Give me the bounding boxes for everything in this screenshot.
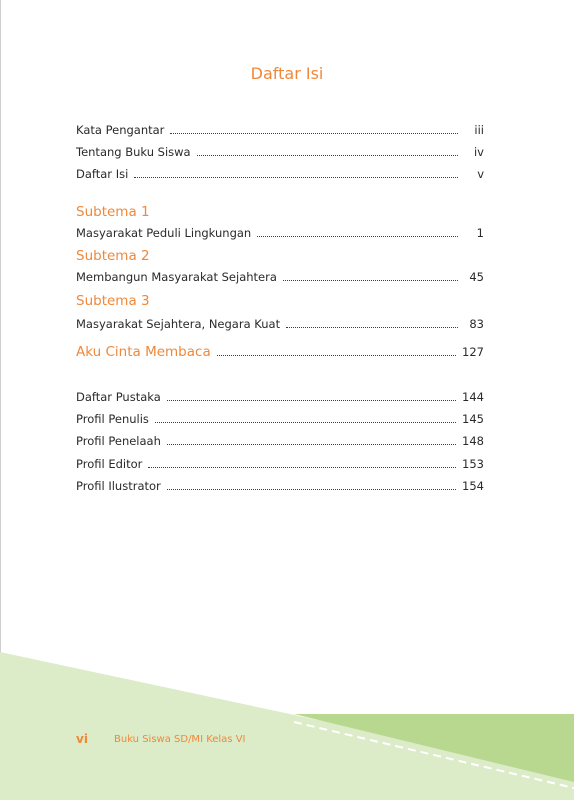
toc-entry-profil-ilustrator[interactable] xyxy=(76,473,484,493)
toc-entry-page: 1 xyxy=(476,226,484,240)
toc-entry-label: Daftar Pustaka xyxy=(76,390,161,404)
footer-page-number: vi xyxy=(76,732,88,746)
dot-leader xyxy=(155,421,456,423)
dot-leader xyxy=(283,279,458,281)
toc-entry-page: 144 xyxy=(462,390,484,404)
dot-leader xyxy=(148,466,456,468)
toc-entry-page: 145 xyxy=(462,412,484,426)
dot-leader xyxy=(170,132,458,134)
subtheme-heading-1: Subtema 1 xyxy=(76,204,150,220)
dot-leader xyxy=(167,399,456,401)
toc-entry-label: Daftar Isi xyxy=(76,167,129,181)
toc-entry-tentang-buku-siswa[interactable] xyxy=(76,139,484,159)
toc-entry-profil-penelaah[interactable] xyxy=(76,428,484,448)
toc-entry-subtheme-3[interactable] xyxy=(76,311,484,331)
subtheme-heading-2: Subtema 2 xyxy=(76,248,150,264)
toc-entry-label: Profil Penulis xyxy=(76,412,149,426)
page-title: Daftar Isi xyxy=(250,64,324,83)
toc-entry-subtheme-1[interactable] xyxy=(76,220,484,240)
toc-entry-label: Tentang Buku Siswa xyxy=(76,145,191,159)
toc-entry-profil-penulis[interactable] xyxy=(76,406,484,426)
subtheme-heading-3: Subtema 3 xyxy=(76,293,150,309)
toc-entry-page: 127 xyxy=(462,345,484,359)
toc-entry-label: Membangun Masyarakat Sejahtera xyxy=(76,270,277,284)
toc-entry-page: 83 xyxy=(469,317,484,331)
toc-entry-page: iii xyxy=(474,123,484,137)
toc-entry-profil-editor[interactable] xyxy=(76,451,484,471)
dot-leader xyxy=(257,235,458,237)
dot-leader xyxy=(197,154,458,156)
toc-entry-page: v xyxy=(477,167,484,181)
toc-entry-kata-pengantar[interactable] xyxy=(76,117,484,137)
toc-entry-subtheme-2[interactable] xyxy=(76,264,484,284)
toc-entry-page: 153 xyxy=(462,457,484,471)
toc-entry-label: Kata Pengantar xyxy=(76,123,165,137)
footer-book-title: Buku Siswa SD/MI Kelas VI xyxy=(114,734,246,745)
dot-leader xyxy=(167,443,456,445)
footer-decoration xyxy=(0,640,574,800)
toc-entry-label: Profil Editor xyxy=(76,457,143,471)
dot-leader xyxy=(217,354,456,356)
dot-leader xyxy=(167,488,456,490)
dot-leader xyxy=(134,176,458,178)
dot-leader xyxy=(286,326,458,328)
toc-entry-label: Profil Ilustrator xyxy=(76,479,161,493)
toc-entry-page: 148 xyxy=(462,434,484,448)
toc-entry-label: Masyarakat Sejahtera, Negara Kuat xyxy=(76,317,281,331)
toc-entry-label: Profil Penelaah xyxy=(76,434,161,448)
toc-entry-label: Masyarakat Peduli Lingkungan xyxy=(76,226,252,240)
toc-entry-daftar-pustaka[interactable] xyxy=(76,384,484,404)
toc-entry-page: 45 xyxy=(469,270,484,284)
toc-entry-daftar-isi[interactable] xyxy=(76,161,484,181)
toc-entry-label: Aku Cinta Membaca xyxy=(76,344,211,360)
toc-entry-page: 154 xyxy=(462,479,484,493)
toc-entry-page: iv xyxy=(473,145,484,159)
toc-entry-aku-cinta-membaca[interactable] xyxy=(76,339,484,359)
